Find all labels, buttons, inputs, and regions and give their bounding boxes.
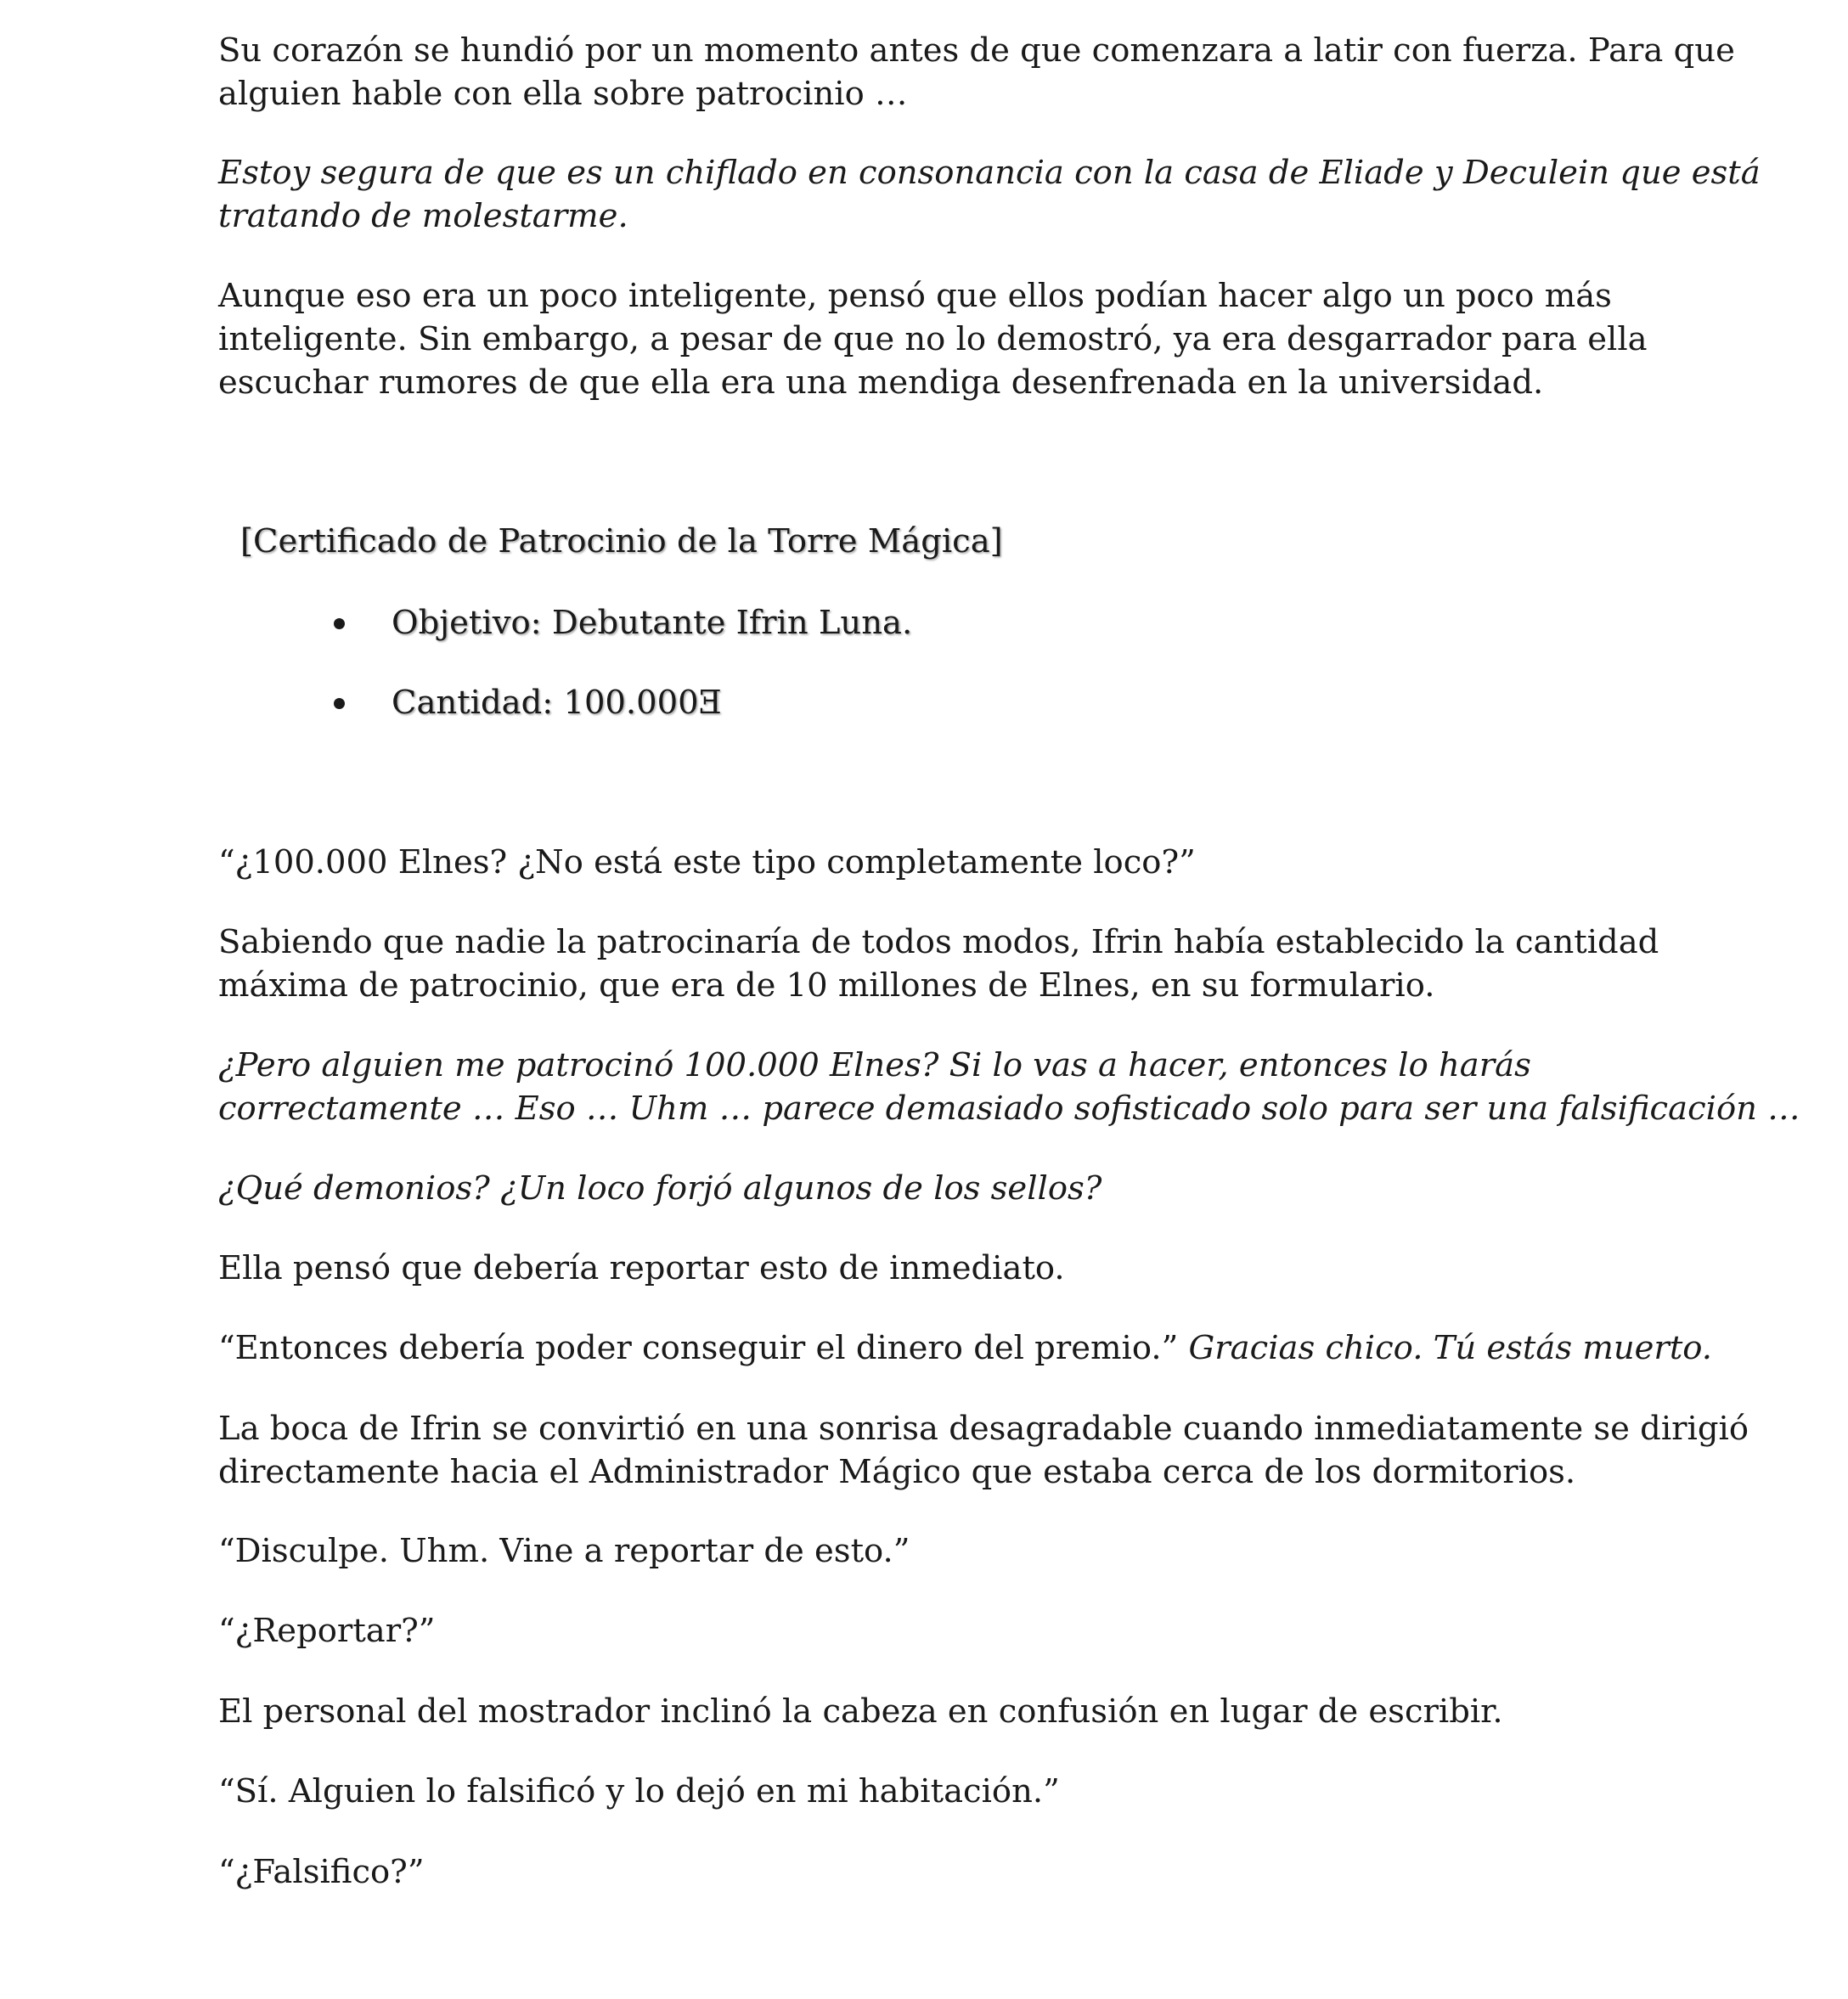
- text-line: escuchar rumores de que ella era una mendiga desenfrenada en la universidad.: [218, 363, 1544, 402]
- paragraph-4-dialogue: “¿100.000 Elnes? ¿No está este tipo completamente loco?”: [218, 843, 1196, 881]
- text-line: Estoy segura de que es un chiflado en consonancia con la casa de Eliade y Deculein que está: [218, 154, 1761, 192]
- certificate-item-text: Objetivo: Debutante Ifrin Luna.: [392, 604, 913, 642]
- dialogue-text: “Entonces debería poder conseguir el dinero del premio.”: [218, 1329, 1179, 1367]
- paragraph-10: [218, 1407, 1749, 1494]
- text-line: tratando de molestarme.: [218, 197, 628, 235]
- bullet-icon: [334, 698, 345, 709]
- text-line: La boca de Ifrin se convirtió en una sonrisa desagradable cuando inmediatamente se dirigió: [218, 1410, 1749, 1448]
- paragraph-6-thought: [218, 1044, 1800, 1130]
- text-line: inteligente. Sin embargo, a pesar de que no lo demostró, ya era desgarrador para ella: [218, 320, 1648, 358]
- text-line: alguien hable con ella sobre patrocinio …: [218, 75, 908, 113]
- paragraph-15-dialogue: “¿Falsifico?”: [218, 1853, 425, 1891]
- text-line: máxima de patrocinio, que era de 10 millones de Elnes, en su formulario.: [218, 966, 1435, 1005]
- text-line: correctamente … Eso … Uhm … parece demasiado sofisticado solo para ser una falsificación …: [218, 1090, 1800, 1128]
- paragraph-11-dialogue: “Disculpe. Uhm. Vine a reportar de esto.”: [218, 1532, 910, 1570]
- certificate-item-text: Cantidad: 100.000Ǝ: [392, 684, 723, 722]
- paragraph-7-thought: ¿Qué demonios? ¿Un loco forjó algunos de los sellos?: [218, 1169, 1102, 1208]
- certificate-title: [Certificado de Patrocinio de la Torre Mágica]: [240, 522, 1003, 560]
- text-line: Sabiendo que nadie la patrocinaría de todos modos, Ifrin había establecido la cantidad: [218, 923, 1659, 961]
- thought-text: Gracias chico. Tú estás muerto.: [1188, 1329, 1713, 1367]
- paragraph-5: [218, 921, 1662, 1007]
- bullet-icon: [334, 618, 345, 629]
- text-line: Su corazón se hundió por un momento antes de que comenzara a latir con fuerza. Para que: [218, 31, 1735, 70]
- paragraph-8: Ella pensó que debería reportar esto de inmediato.: [218, 1249, 1065, 1287]
- paragraph-2-thought: [218, 151, 1761, 238]
- paragraph-3: [218, 274, 1662, 404]
- paragraph-12-dialogue: “¿Reportar?”: [218, 1612, 436, 1650]
- text-line: ¿Pero alguien me patrocinó 100.000 Elnes? Si lo vas a hacer, entonces lo harás: [218, 1046, 1531, 1084]
- text-line: directamente hacia el Administrador Mágico que estaba cerca de los dormitorios.: [218, 1453, 1576, 1491]
- text-line: Aunque eso era un poco inteligente, pensó que ellos podían hacer algo un poco más: [218, 277, 1612, 315]
- paragraph-9: [218, 1326, 1713, 1370]
- paragraph-14-dialogue: “Sí. Alguien lo falsificó y lo dejó en mi habitación.”: [218, 1772, 1060, 1810]
- paragraph-1: [218, 29, 1735, 115]
- paragraph-13: El personal del mostrador inclinó la cabeza en confusión en lugar de escribir.: [218, 1692, 1503, 1731]
